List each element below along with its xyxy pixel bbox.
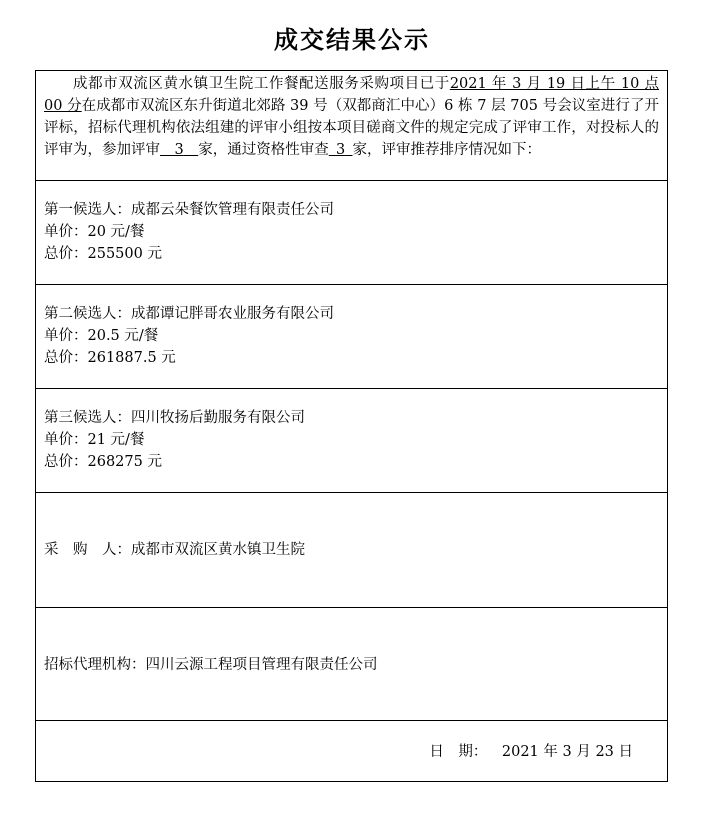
agency-value: 四川云源工程项目管理有限责任公司 [145, 657, 378, 673]
page-title: 成交结果公示 [274, 26, 430, 54]
agency-label: 招标代理机构： [44, 657, 146, 673]
candidate-name: 第三候选人：四川牧扬后勤服务有限公司 [44, 410, 305, 426]
candidate-total-price: 总价：268275 元 [44, 454, 162, 470]
candidate-unit-price: 单价：20 元/餐 [44, 224, 145, 240]
candidate-row-3 [36, 388, 667, 492]
date-row [36, 720, 667, 781]
candidate-unit-price: 单价：21 元/餐 [44, 432, 145, 448]
qualified-count: 3 [335, 142, 346, 158]
announcement-table [35, 70, 668, 782]
candidate-row-2 [36, 284, 667, 388]
intro-paragraph [44, 73, 659, 161]
intro-row [36, 71, 667, 180]
intro-part1: 成都市双流区黄水镇卫生院工作餐配送服务采购项目已于 [73, 76, 450, 92]
candidate-name: 第一候选人：成都云朵餐饮管理有限责任公司 [44, 202, 334, 218]
candidate-unit-price: 单价：20.5 元/餐 [44, 328, 159, 344]
candidate-row-1 [36, 180, 667, 284]
candidate-total-price: 总价：255500 元 [44, 246, 162, 262]
purchaser-value: 成都市双流区黄水镇卫生院 [131, 542, 305, 558]
bid-opening-datetime: 2021 年 3 月 19 日上午 10 点 00 分 [44, 76, 659, 114]
date-value: 2021 年 3 月 23 日 [501, 744, 633, 760]
candidate-total-price: 总价：261887.5 元 [44, 350, 176, 366]
intro-part3: 家，通过资格性审查 [198, 142, 329, 158]
intro-part4: 家，评审推荐排序情况如下： [352, 142, 541, 158]
date-label: 日 期： [429, 744, 488, 760]
candidate-name: 第二候选人：成都谭记胖哥农业服务有限公司 [44, 306, 334, 322]
purchaser-label: 采 购 人： [44, 542, 131, 558]
purchaser-row [36, 492, 667, 607]
intro-part2: 在成都市双流区东升街道北郊路 39 号（双都商汇中心）6 栋 7 层 705 号会议室进行了开评标，招标代理机构依法组建的评审小组按本项目磋商文件的规定完成了评审工作，对投标人的评审为，参加评审 [44, 98, 660, 158]
bidders-count: 3 [174, 142, 184, 158]
agency-row [36, 607, 667, 720]
